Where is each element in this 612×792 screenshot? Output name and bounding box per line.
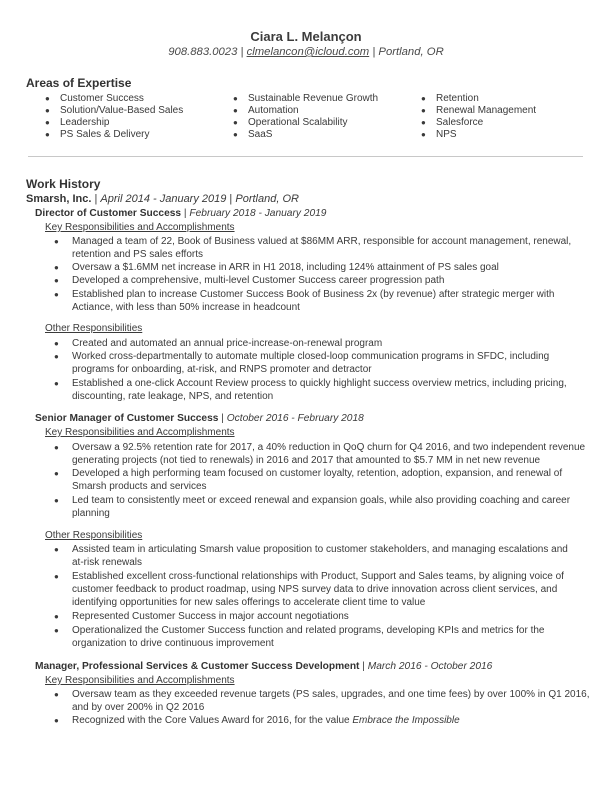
line: Led team to consistently meet or exceed renewal and expansion goals, while also providing coaching and career [72,495,571,506]
bullet-icon: ● [54,469,59,478]
bullet-icon: ● [54,379,59,388]
expertise-label: Customer Success [60,93,144,104]
key-responsibilities-heading: Key Responsibilities and Accomplishments [45,675,235,686]
expertise-item [230,129,378,141]
contact-line [0,46,612,58]
line: discounting, rate leakage, NPS, and retention [72,391,274,402]
bullet-icon: ● [421,118,426,127]
bullet-text: Created and automated an annual price-increase-on-renewal program [72,338,383,349]
bullet-icon: ● [45,94,50,103]
role-title-line [35,413,364,425]
bullet-icon: ● [45,130,50,139]
bullet-text [72,570,592,609]
line: Managed a team of 22, Book of Business valued at $86MM ARR, responsible for account management, renewal, [72,236,572,247]
line: and by over 200% in Q2 2016 [72,702,205,713]
expertise-item [42,93,183,105]
phone: 908.883.0023 [168,46,238,58]
other-responsibilities-heading: Other Responsibilities [45,530,143,541]
bullet-text [72,494,592,520]
separator: | [237,46,247,58]
location: Portland, OR [378,46,444,58]
bullet-icon: ● [54,626,59,635]
company-dates: April 2014 - January 2019 [100,193,227,205]
line: Smarsh products and services [72,481,207,492]
company-name: Smarsh, Inc. [26,193,92,205]
expertise-heading: Areas of Expertise [26,76,132,90]
bullet-text [72,467,592,493]
role-dates: March 2016 - October 2016 [367,661,493,672]
separator: | [181,208,190,219]
role-dates: February 2018 - January 2019 [189,208,327,219]
line: Established a one-click Account Review process to quickly highlight success overview metrics, including pricing, [72,378,567,389]
work-history-heading: Work History [26,177,101,191]
other-responsibilities-heading: Other Responsibilities [45,323,143,334]
bullet-icon: ● [54,339,59,348]
expertise-label: Automation [248,105,299,116]
bullet-icon: ● [233,106,238,115]
line: planning [72,508,110,519]
expertise-label: Salesforce [436,117,484,128]
line: retention and PS sales efforts [72,249,204,260]
line: Oversaw a 92.5% retention rate for 2017, a 40% reduction in QoQ churn for Q4 2016, and two independent revenue [72,442,586,453]
section-divider [28,156,583,157]
bullet-text [72,543,592,569]
line: Assisted team in articulating Smarsh value proposition to customer stakeholders, and managing escalations and [72,544,568,555]
line: organization to drive continuous improvement [72,638,274,649]
expertise-label: Solution/Value-Based Sales [60,105,184,116]
role-title: Manager, Professional Services & Customer Success Development [35,661,360,672]
role-title: Director of Customer Success [35,208,182,219]
role-title: Senior Manager of Customer Success [35,413,219,424]
expertise-label: Operational Scalability [248,117,348,128]
expertise-column-2 [230,93,378,141]
bullet-text [72,441,592,467]
bullet-icon: ● [54,716,59,725]
line: Developed a high performing team focused on customer loyalty, retention, adoption, expansion, and renewal of [72,468,563,479]
expertise-label: Retention [436,93,479,104]
bullet-text [72,377,592,403]
bullet-text: Represented Customer Success in major account negotiations [72,611,349,622]
bullet-icon: ● [45,118,50,127]
line: generating projects (not tied to renewals) in 2016 and 2017 that amounted to $5.7 MM in net new revenue [72,455,541,466]
key-responsibilities-heading: Key Responsibilities and Accomplishments [45,222,235,233]
bullet-icon: ● [233,118,238,127]
bullet-text [72,688,592,714]
expertise-item [418,105,536,117]
expertise-item [418,93,536,105]
expertise-label: PS Sales & Delivery [60,129,150,140]
bullet-icon: ● [421,106,426,115]
bullet-text: Oversaw a $1.6MM net increase in ARR in H1 2018, including 124% attainment of PS sales goal [72,262,499,273]
bullet-icon: ● [45,106,50,115]
line: Recognized with the Core Values Award for 2016, for the value [72,715,353,726]
line: Operationalized the Customer Success function and related programs, developing KPIs and metrics for the [72,625,545,636]
role-title-line [35,661,492,673]
expertise-column-3 [418,93,536,141]
bullet-icon: ● [54,572,59,581]
separator: | [359,661,368,672]
line: customer feedback to product roadmap, using NPS survey data to drive innovation across client services, and [72,584,558,595]
expertise-item [230,117,378,129]
key-responsibilities-heading: Key Responsibilities and Accomplishments [45,427,235,438]
bullet-text [72,288,592,314]
bullet-text [72,235,592,261]
expertise-item [230,93,378,105]
bullet-icon: ● [233,130,238,139]
expertise-item [230,105,378,117]
bullet-icon: ● [54,352,59,361]
bullet-icon: ● [421,130,426,139]
line: at-risk renewals [72,557,143,568]
company-location: Portland, OR [235,193,299,205]
bullet-icon: ● [54,290,59,299]
bullet-text: Developed a comprehensive, multi-level Customer Success career progression path [72,275,445,286]
expertise-item [42,129,183,141]
separator: | [369,46,379,58]
bullet-icon: ● [54,612,59,621]
line: Worked cross-departmentally to automate multiple closed-loop communication programs in SFDC, including [72,351,550,362]
line: Established plan to increase Customer Success Book of Business 2x (by revenue) after strategic merger with [72,289,555,300]
email-link[interactable]: clmelancon@icloud.com [246,46,370,58]
role-dates: October 2016 - February 2018 [226,413,364,424]
expertise-label: Leadership [60,117,110,128]
bullet-icon: ● [421,94,426,103]
bullet-icon: ● [233,94,238,103]
expertise-item [418,117,536,129]
candidate-name: Ciara L. Melançon [250,29,362,44]
expertise-column-1 [42,93,183,141]
bullet-icon: ● [54,545,59,554]
separator: | [218,413,227,424]
expertise-item [42,105,183,117]
bullet-icon: ● [54,263,59,272]
expertise-item [418,129,536,141]
bullet-text [72,350,592,376]
bullet-icon: ● [54,690,59,699]
bullet-text [72,624,592,650]
bullet-icon: ● [54,443,59,452]
separator: | [91,193,101,205]
separator: | [226,193,236,205]
line: Oversaw team as they exceeded revenue targets (PS sales, upgrades, and one time fees) by over 100% in Q1 2016, [72,689,590,700]
line: Actiance, with less than 50% increase in headcount [72,302,300,313]
company-line [26,193,299,205]
line: programs for onboarding, at-risk, and RNPS promoter and detractor [72,364,372,375]
role-title-line [35,208,326,220]
bullet-icon: ● [54,237,59,246]
bullet-text [72,714,592,727]
expertise-label: Sustainable Revenue Growth [248,93,379,104]
expertise-label: NPS [436,129,457,140]
bullet-icon: ● [54,496,59,505]
expertise-label: SaaS [248,129,273,140]
expertise-label: Renewal Management [436,105,537,116]
bullet-icon: ● [54,276,59,285]
expertise-item [42,117,183,129]
award-value: Embrace the Impossible [352,715,460,726]
line: Established excellent cross-functional relationships with Product, Support and Sales teams, by aligning voice of [72,571,564,582]
line: identifying opportunities for new sales offerings to accelerate client time to value [72,597,426,608]
